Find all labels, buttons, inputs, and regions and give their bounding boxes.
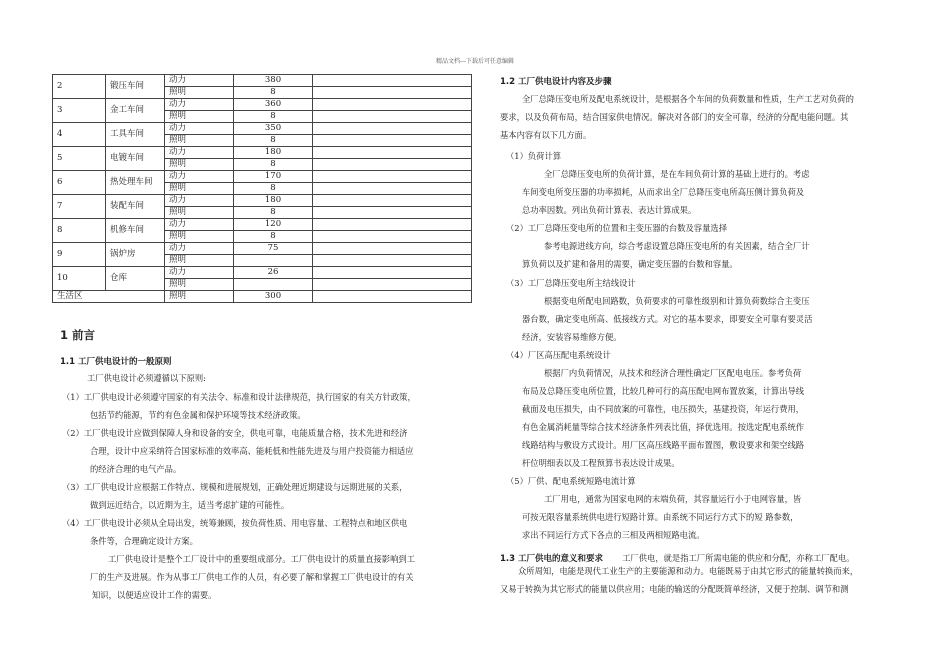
- cell-number: 8: [53, 219, 106, 243]
- cell-load-type: 动力: [165, 99, 234, 111]
- cell-empty: [313, 195, 472, 207]
- cell-workshop: 电镀车间: [106, 147, 165, 171]
- cell-load-type: 照明: [165, 87, 234, 99]
- cell-load-type: 动力: [165, 171, 234, 183]
- cell-load-value: 26: [234, 267, 313, 279]
- cell-load-type: 动力: [165, 147, 234, 159]
- cell-load-value: 350: [234, 123, 313, 135]
- table-row: [53, 243, 472, 255]
- cell-number: 3: [53, 99, 106, 123]
- section-wiring: （3）工厂总降压变电所主结线设计 根据变电所配电回路数，负荷要求的可靠性级别和计算负荷数综合主变压 器台数，确定变电所高、低接线方式。对它的基本要求，即要安全可靠有要灵活 经济，安装容易维修方便。: [506, 278, 813, 342]
- paragraph-1-2-intro: 全厂总降压变电所及配电系统设计，是根据各个车间的负荷数量和性质，生产工艺对负荷的 要求，以及负荷布局，结合国家供电情况。解决对各部门的安全可靠，经济的分配电能问题。其 基本内容有以下几方面。: [500, 94, 854, 140]
- cell-empty: [313, 123, 472, 135]
- cell-empty: [313, 219, 472, 231]
- paragraph-1-3: 众所周知，电能是现代工业生产的主要能源和动力。电能既易于由其它形式的能量转换而来， 又易于转换为其它形式的能量以供应用；电能的输送的分配既简单经济，又便于控制、调节和测: [500, 566, 859, 594]
- cell-number: 5: [53, 147, 106, 171]
- cell-load-type: 动力: [165, 195, 234, 207]
- heading-1-1: 1.1 工厂供电设计的一般原则: [60, 357, 172, 367]
- paragraph-intro: 工厂供电设计必须遵循以下原则:: [87, 373, 206, 383]
- table-row: [53, 195, 472, 207]
- cell-load-type: 照明: [165, 111, 234, 123]
- cell-workshop: 锻压车间: [106, 75, 165, 99]
- cell-load-value: 75: [234, 243, 313, 255]
- cell-workshop: 生活区: [53, 291, 165, 303]
- cell-load-type: 照明: [165, 135, 234, 147]
- cell-load-value: [234, 279, 313, 291]
- cell-empty: [313, 267, 472, 279]
- section-load-calc: （1）负荷计算 全厂总降压变电所的负荷计算，是在车间负荷计算的基础上进行的。考虑 车间变电所变压器的功率损耗，从而求出全厂总降压变电所高压侧计算负荷及 总功率因数。列出负荷计算表、表达计算成果。: [506, 151, 810, 215]
- cell-number: 2: [53, 75, 106, 99]
- cell-load-value: 8: [234, 207, 313, 219]
- cell-empty: [313, 279, 472, 291]
- cell-load-value: 8: [234, 183, 313, 195]
- section-transformer: （2）工厂总降压变电所的位置和主变压器的台数及容量选择 参考电源进线方向，综合考虑设置总降压变电所的有关因素，结合全厂计 算负荷以及扩建和备用的需要，确定变压器的台数和容量。: [506, 223, 810, 269]
- section-short-circuit: （5）厂供、配电系统短路电流计算 工厂用电，通常为国家电网的末端负荷，其容量运行小于电网容量，皆 可按无限容量系统供电进行短路计算。由系统不同运行方式下的短 路参数， 求出不同运行方式下各点的三相及两相短路电流。: [506, 476, 802, 540]
- cell-workshop: 金工车间: [106, 99, 165, 123]
- table-row: [53, 123, 472, 135]
- table-row: [53, 291, 472, 303]
- principle-3: （3）工厂供电设计应根据工作特点、规模和进展规划，正确处理近期建设与远期进展的关系， 做到远近结合，以近期为主，适当考虑扩建的可能性。: [62, 482, 408, 510]
- cell-load-value: 300: [234, 291, 313, 303]
- cell-empty: [313, 291, 472, 303]
- cell-load-type: 动力: [165, 75, 234, 87]
- cell-empty: [313, 75, 472, 87]
- cell-load-value: 360: [234, 99, 313, 111]
- principle-4: （4）工厂供电设计必须从全局出发，统筹兼顾，按负荷性质、用电容量、工程特点和地区供电 条件等，合理确定设计方案。: [62, 518, 408, 546]
- cell-workshop: 机修车间: [106, 219, 165, 243]
- table-row: [53, 171, 472, 183]
- section-hv-distribution: （4）厂区高压配电系统设计 根据厂内负荷情况，从技术和经济合理性确定厂区配电电压。参考负荷 布局及总降压变电所位置，比较几种可行的高压配电网布置放案，计算出导线 截面及电压损失，由不同放案的可靠性，电压损失，基建投资，年运行费用， 有色金属消耗量等综合技术经济条件列表比值，择优选用。按选定配电系统作 线路结构与敷设方式设计。用厂区高压线路平面布置图，敷设要求和架空线路 杆位明细表以及工程预算书表达设计成果。: [506, 350, 805, 468]
- cell-load-value: 180: [234, 195, 313, 207]
- heading-1-2: 1.2 工厂供电设计内容及步骤: [500, 77, 612, 87]
- cell-number: 9: [53, 243, 106, 267]
- paragraph-closing: 工厂供电设计是整个工厂设计中的重要组成部分。工厂供电设计的质量直接影响到工 厂的生产及进展。作为从事工厂供电工作的人员，有必要了解和掌握工厂供电设计的有关 知识，以便适应设计工作的需要。: [90, 554, 415, 600]
- cell-empty: [313, 159, 472, 171]
- cell-load-type: 照明: [165, 183, 234, 195]
- cell-load-type: 照明: [165, 159, 234, 171]
- table-row: [53, 219, 472, 231]
- cell-load-value: 8: [234, 111, 313, 123]
- cell-empty: [313, 207, 472, 219]
- table-row: [53, 99, 472, 111]
- cell-empty: [313, 111, 472, 123]
- cell-number: 4: [53, 123, 106, 147]
- cell-load-type: 动力: [165, 243, 234, 255]
- table-row: [53, 147, 472, 159]
- cell-load-type: 动力: [165, 123, 234, 135]
- cell-workshop: 锅炉房: [106, 243, 165, 267]
- cell-load-value: 8: [234, 135, 313, 147]
- cell-number: 7: [53, 195, 106, 219]
- cell-workshop: 热处理车间: [106, 171, 165, 195]
- cell-load-value: 120: [234, 219, 313, 231]
- cell-empty: [313, 147, 472, 159]
- cell-empty: [313, 183, 472, 195]
- cell-load-type: 照明: [165, 279, 234, 291]
- heading-1-3: 1.3 工厂供电的意义和要求: [500, 554, 604, 564]
- cell-empty: [313, 231, 472, 243]
- principle-1: （1）工厂供电设计必须遵守国家的有关法令、标准和设计法律规范，执行国家的有关方针政策， 包括节约能源，节约有色金属和保护环境等技术经济政策。: [62, 392, 416, 420]
- cell-load-value: 8: [234, 231, 313, 243]
- cell-load-value: 180: [234, 147, 313, 159]
- cell-empty: [313, 243, 472, 255]
- cell-load-type: 照明: [165, 255, 234, 267]
- cell-workshop: 仓库: [106, 267, 165, 291]
- cell-load-value: 8: [234, 159, 313, 171]
- cell-number: 10: [53, 267, 106, 291]
- principle-2: （2）工厂供电设计应做到保障人身和设备的安全，供电可靠，电能质量合格，技术先进和经济 合理，设计中应采纳符合国家标准的效率高、能耗低和性能先进及与用户投资能力相适应 的经济合理的电气产品。: [62, 428, 414, 474]
- cell-empty: [313, 87, 472, 99]
- cell-empty: [313, 255, 472, 267]
- cell-workshop: 装配车间: [106, 195, 165, 219]
- table-row: [53, 75, 472, 87]
- cell-load-type: 照明: [165, 231, 234, 243]
- cell-load-type: 动力: [165, 267, 234, 279]
- load-table: [52, 74, 472, 303]
- cell-number: 6: [53, 171, 106, 195]
- cell-load-value: 380: [234, 75, 313, 87]
- heading-1-3-text: 工厂供电，就是指工厂所需电能的供应和分配，亦称工厂配电。: [622, 553, 855, 563]
- table-row: [53, 267, 472, 279]
- cell-load-value: 170: [234, 171, 313, 183]
- page-header: 精品文档---下载后可任意编辑: [435, 58, 515, 65]
- cell-empty: [313, 135, 472, 147]
- cell-workshop: 工具车间: [106, 123, 165, 147]
- cell-empty: [313, 171, 472, 183]
- cell-load-type: 照明: [165, 207, 234, 219]
- cell-load-type: 照明: [165, 291, 234, 303]
- cell-load-value: 8: [234, 87, 313, 99]
- cell-load-value: [234, 255, 313, 267]
- cell-load-type: 动力: [165, 219, 234, 231]
- cell-empty: [313, 99, 472, 111]
- section-title-preface: 1 前言: [60, 328, 96, 342]
